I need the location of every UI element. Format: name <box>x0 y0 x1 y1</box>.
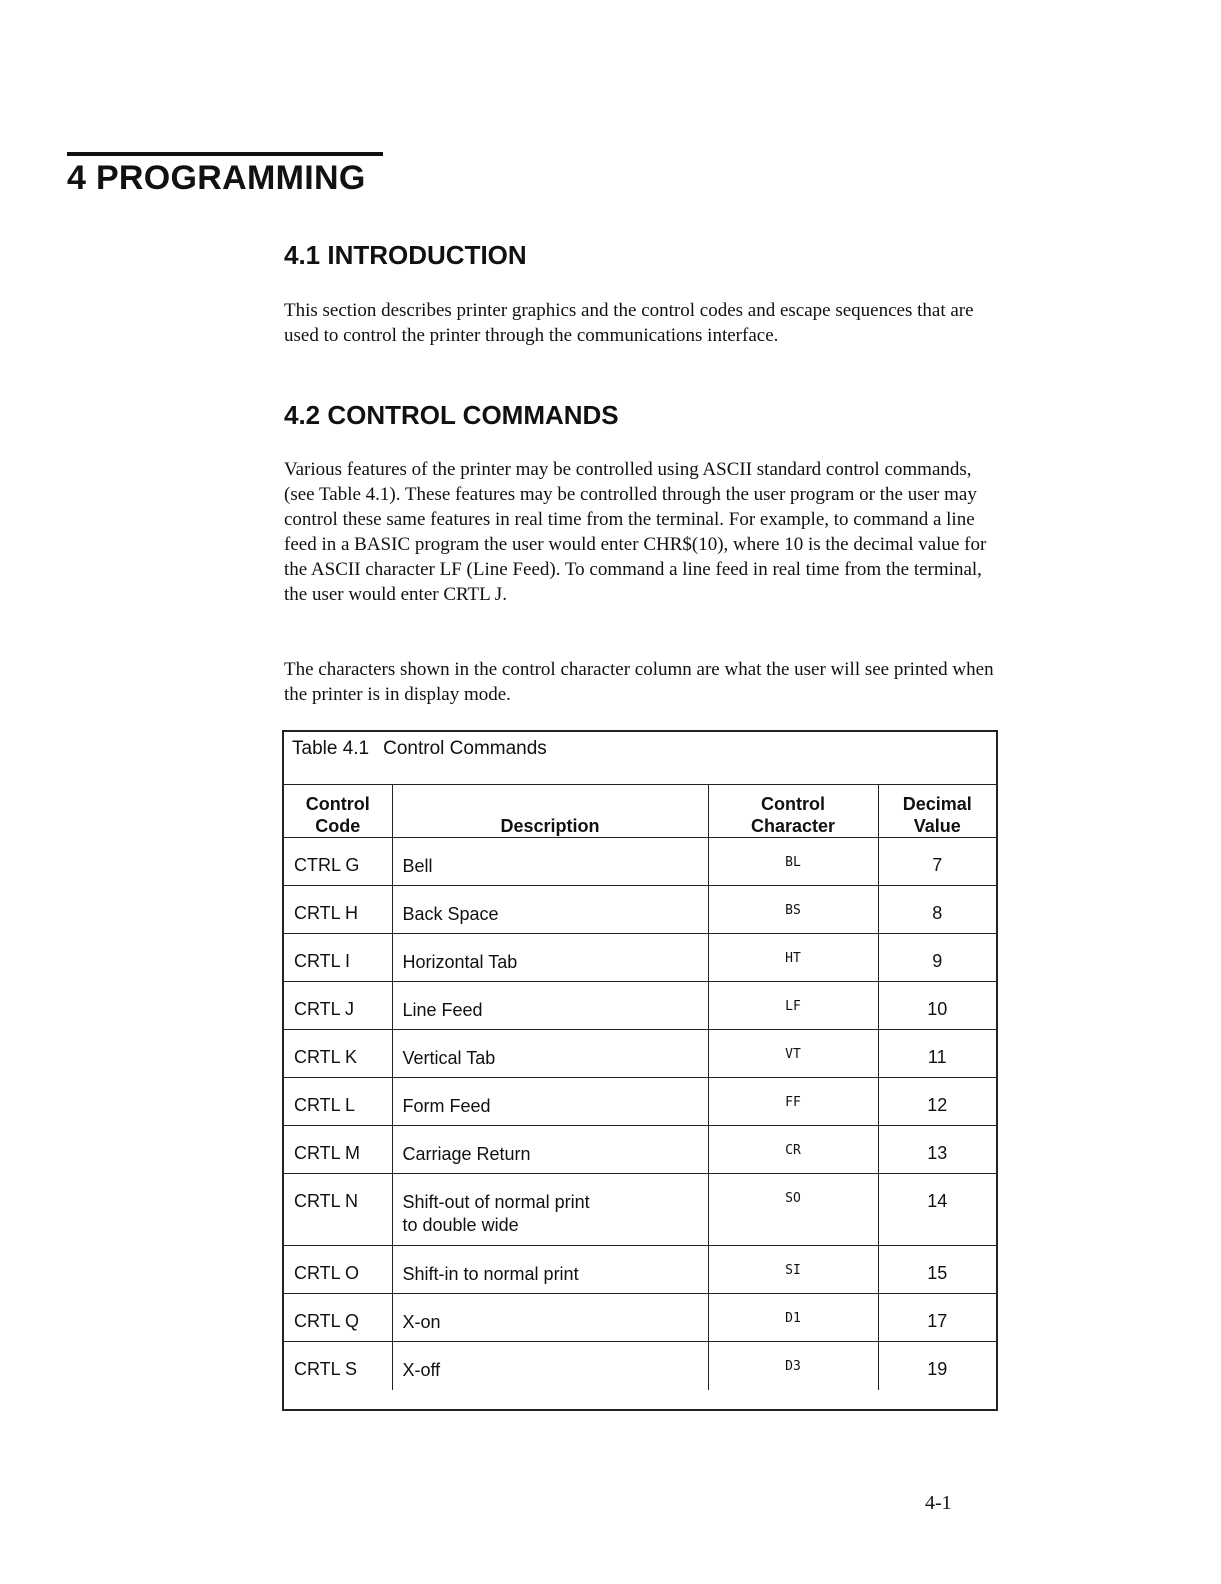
description-cell: Vertical Tab <box>392 1030 708 1078</box>
control-commands-paragraph: Various features of the printer may be controlled using ASCII standard control commands, (see Table 4.1). These features may be controlled through the user program or the user may control these same features in real time from the terminal. For example, to command a line feed in a BASIC program the user would enter CHR$(10), where 10 is the decimal value for the ASCII character LF (Line Feed). To command a line feed in real time from the terminal, the user would enter CRTL J. <box>284 459 987 605</box>
device-control-1-glyph-icon: D1 <box>708 1294 878 1342</box>
table-row <box>284 982 996 1030</box>
header-control-character: Control Character <box>708 785 878 838</box>
control-code-cell: CRTL K <box>284 1030 392 1078</box>
display-mode-paragraph: The characters shown in the control character column are what the user will see printed when the printer is in display mode. <box>284 659 994 705</box>
control-code-cell: CRTL H <box>284 886 392 934</box>
decimal-value-cell: 12 <box>878 1078 996 1126</box>
header-decimal-value: Decimal Value <box>878 785 996 838</box>
description-cell: Line Feed <box>392 982 708 1030</box>
decimal-value-cell: 9 <box>878 934 996 982</box>
control-code-cell: CRTL O <box>284 1246 392 1294</box>
table-row <box>284 838 996 886</box>
table-row <box>284 1078 996 1126</box>
description-cell: Bell <box>392 838 708 886</box>
page-number: 4-1 <box>925 1492 952 1514</box>
line-feed-glyph-icon: LF <box>708 982 878 1030</box>
chapter-title: 4 PROGRAMMING <box>67 159 366 197</box>
description-cell: X-on <box>392 1294 708 1342</box>
decimal-value-cell: 10 <box>878 982 996 1030</box>
carriage-return-glyph-icon: CR <box>708 1126 878 1174</box>
table-caption <box>292 738 547 760</box>
section-title-introduction: 4.1 INTRODUCTION <box>284 240 527 270</box>
decimal-value-cell: 15 <box>878 1246 996 1294</box>
table-number: Table 4.1 <box>292 738 370 759</box>
description-cell: Shift-out of normal print to double wide <box>392 1174 708 1246</box>
shift-out-glyph-icon: SO <box>708 1174 878 1246</box>
table-row <box>284 886 996 934</box>
decimal-value-cell: 13 <box>878 1126 996 1174</box>
table-row <box>284 1030 996 1078</box>
control-code-cell: CRTL N <box>284 1174 392 1246</box>
control-code-cell: CRTL Q <box>284 1294 392 1342</box>
bell-glyph-icon: BL <box>708 838 878 886</box>
control-code-cell: CRTL S <box>284 1342 392 1390</box>
shift-in-glyph-icon: SI <box>708 1246 878 1294</box>
commands-grid <box>284 784 996 1390</box>
decimal-value-cell: 8 <box>878 886 996 934</box>
horizontal-tab-glyph-icon: HT <box>708 934 878 982</box>
control-code-cell: CTRL G <box>284 838 392 886</box>
control-commands-table <box>282 730 998 1411</box>
table-row <box>284 1246 996 1294</box>
form-feed-glyph-icon: FF <box>708 1078 878 1126</box>
table-header-row <box>284 785 996 838</box>
control-code-cell: CRTL M <box>284 1126 392 1174</box>
decimal-value-cell: 14 <box>878 1174 996 1246</box>
table-row <box>284 934 996 982</box>
chapter-rule <box>67 152 383 156</box>
description-cell: Form Feed <box>392 1078 708 1126</box>
section-title-control-commands: 4.2 CONTROL COMMANDS <box>284 400 619 430</box>
table-row <box>284 1174 996 1246</box>
control-code-cell: CRTL L <box>284 1078 392 1126</box>
decimal-value-cell: 7 <box>878 838 996 886</box>
description-cell: Horizontal Tab <box>392 934 708 982</box>
decimal-value-cell: 19 <box>878 1342 996 1390</box>
table-row <box>284 1294 996 1342</box>
table-title: Control Commands <box>383 738 547 759</box>
header-description: Description <box>392 785 708 838</box>
table-row <box>284 1126 996 1174</box>
description-cell: Back Space <box>392 886 708 934</box>
device-control-3-glyph-icon: D3 <box>708 1342 878 1390</box>
description-cell: Carriage Return <box>392 1126 708 1174</box>
introduction-paragraph: This section describes printer graphics and the control codes and escape sequences that are used to control the printer through the communications interface. <box>284 300 974 346</box>
control-code-cell: CRTL I <box>284 934 392 982</box>
decimal-value-cell: 17 <box>878 1294 996 1342</box>
table-row <box>284 1342 996 1390</box>
description-cell: X-off <box>392 1342 708 1390</box>
backspace-glyph-icon: BS <box>708 886 878 934</box>
control-code-cell: CRTL J <box>284 982 392 1030</box>
header-control-code: Control Code <box>284 785 392 838</box>
decimal-value-cell: 11 <box>878 1030 996 1078</box>
description-cell: Shift-in to normal print <box>392 1246 708 1294</box>
vertical-tab-glyph-icon: VT <box>708 1030 878 1078</box>
